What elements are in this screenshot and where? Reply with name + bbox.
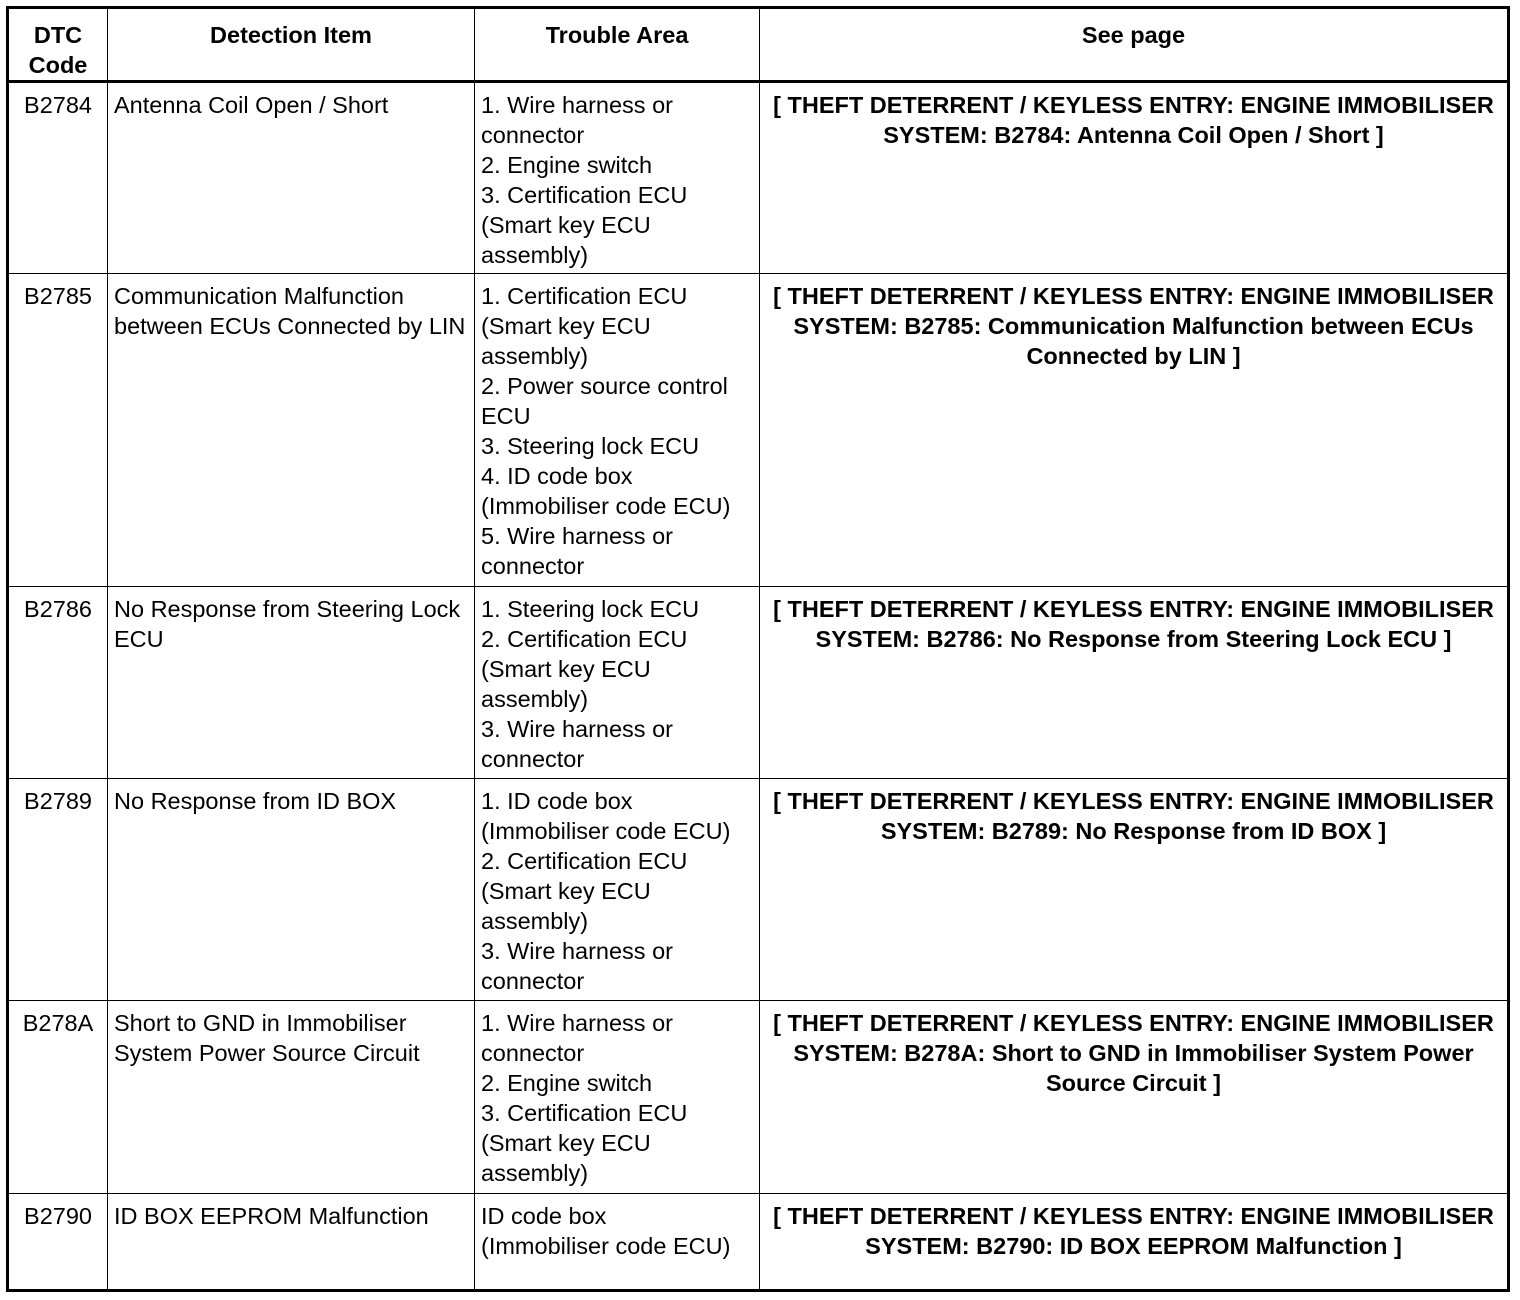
trouble-area-line: 4. ID code box bbox=[481, 463, 633, 489]
trouble-area-line: 1. Wire harness or bbox=[481, 92, 673, 118]
trouble-area-line: 3. Wire harness or bbox=[481, 938, 673, 964]
trouble-area-cell bbox=[475, 1194, 760, 1291]
trouble-area-line: 3. Certification ECU bbox=[481, 182, 688, 208]
trouble-area-line: connector bbox=[481, 1040, 585, 1066]
trouble-area-line: connector bbox=[481, 746, 585, 772]
see-page-cell bbox=[760, 1001, 1509, 1194]
table-row bbox=[8, 1194, 1509, 1291]
trouble-area-line: (Immobiliser code ECU) bbox=[481, 1233, 731, 1259]
trouble-area-line: assembly) bbox=[481, 908, 589, 934]
trouble-area-line: assembly) bbox=[481, 343, 589, 369]
detection-item-cell: Antenna Coil Open / Short bbox=[108, 82, 475, 274]
trouble-area-cell bbox=[475, 779, 760, 1001]
see-page-link[interactable]: [ THEFT DETERRENT / KEYLESS ENTRY: ENGINE IMMOBILISER SYSTEM: B2785: Communication Malfunction between ECUs Connected by LIN ] bbox=[773, 283, 1494, 369]
header-dtc-code bbox=[8, 8, 108, 82]
trouble-area-line: connector bbox=[481, 122, 585, 148]
trouble-area-line: (Smart key ECU bbox=[481, 878, 651, 904]
trouble-area-cell bbox=[475, 587, 760, 779]
header-dtc-code-line: DTC bbox=[33, 22, 83, 48]
table-row bbox=[8, 779, 1509, 1001]
trouble-area-line: 3. Certification ECU bbox=[481, 1100, 688, 1126]
table-row bbox=[8, 1001, 1509, 1194]
dtc-code-cell: B278A bbox=[8, 1001, 108, 1194]
trouble-area-cell bbox=[475, 82, 760, 274]
trouble-area-line: 5. Wire harness or bbox=[481, 523, 673, 549]
trouble-area-line: 1. Wire harness or bbox=[481, 1010, 673, 1036]
dtc-table bbox=[6, 6, 1510, 1292]
trouble-area-line: 1. Certification ECU bbox=[481, 283, 688, 309]
detection-item-cell: No Response from Steering Lock ECU bbox=[108, 587, 475, 779]
see-page-link[interactable]: [ THEFT DETERRENT / KEYLESS ENTRY: ENGINE IMMOBILISER SYSTEM: B278A: Short to GND in Immobiliser System Power Source Circuit ] bbox=[773, 1010, 1494, 1096]
detection-item-cell: Communication Malfunction between ECUs Connected by LIN bbox=[108, 274, 475, 587]
see-page-cell bbox=[760, 1194, 1509, 1291]
trouble-area-line: (Smart key ECU bbox=[481, 212, 651, 238]
table-row bbox=[8, 274, 1509, 587]
dtc-code-cell: B2784 bbox=[8, 82, 108, 274]
dtc-code-cell: B2786 bbox=[8, 587, 108, 779]
trouble-area-line: (Immobiliser code ECU) bbox=[481, 818, 731, 844]
trouble-area-line: (Smart key ECU bbox=[481, 1130, 651, 1156]
header-detection-item: Detection Item bbox=[108, 8, 475, 82]
trouble-area-line: 2. Power source control bbox=[481, 373, 728, 399]
trouble-area-line: (Immobiliser code ECU) bbox=[481, 493, 731, 519]
header-row bbox=[8, 8, 1509, 82]
trouble-area-line: (Smart key ECU bbox=[481, 313, 651, 339]
trouble-area-line: 3. Steering lock ECU bbox=[481, 433, 700, 459]
see-page-link[interactable]: [ THEFT DETERRENT / KEYLESS ENTRY: ENGINE IMMOBILISER SYSTEM: B2784: Antenna Coil Open / Short ] bbox=[773, 92, 1494, 148]
trouble-area-line: assembly) bbox=[481, 686, 589, 712]
trouble-area-line: 2. Engine switch bbox=[481, 152, 653, 178]
table-row bbox=[8, 587, 1509, 779]
trouble-area-cell bbox=[475, 1001, 760, 1194]
see-page-link[interactable]: [ THEFT DETERRENT / KEYLESS ENTRY: ENGINE IMMOBILISER SYSTEM: B2789: No Response from ID BOX ] bbox=[773, 788, 1494, 844]
trouble-area-line: (Smart key ECU bbox=[481, 656, 651, 682]
detection-item-cell: ID BOX EEPROM Malfunction bbox=[108, 1194, 475, 1291]
dtc-code-cell: B2790 bbox=[8, 1194, 108, 1291]
trouble-area-line: 2. Certification ECU bbox=[481, 626, 688, 652]
see-page-cell bbox=[760, 779, 1509, 1001]
dtc-code-cell: B2785 bbox=[8, 274, 108, 587]
table-header bbox=[8, 8, 1509, 82]
trouble-area-line: 2. Engine switch bbox=[481, 1070, 653, 1096]
trouble-area-line: 1. ID code box bbox=[481, 788, 633, 814]
trouble-area-line: 1. Steering lock ECU bbox=[481, 596, 700, 622]
see-page-cell bbox=[760, 82, 1509, 274]
table-row bbox=[8, 82, 1509, 274]
table-body bbox=[8, 82, 1509, 1291]
see-page-cell bbox=[760, 274, 1509, 587]
trouble-area-line: assembly) bbox=[481, 242, 589, 268]
trouble-area-line: 3. Wire harness or bbox=[481, 716, 673, 742]
detection-item-cell: No Response from ID BOX bbox=[108, 779, 475, 1001]
trouble-area-line: 2. Certification ECU bbox=[481, 848, 688, 874]
trouble-area-cell bbox=[475, 274, 760, 587]
header-see-page: See page bbox=[760, 8, 1509, 82]
see-page-link[interactable]: [ THEFT DETERRENT / KEYLESS ENTRY: ENGINE IMMOBILISER SYSTEM: B2790: ID BOX EEPROM Malfunction ] bbox=[773, 1203, 1494, 1259]
see-page-cell bbox=[760, 587, 1509, 779]
trouble-area-line: connector bbox=[481, 968, 585, 994]
detection-item-cell: Short to GND in Immobiliser System Power Source Circuit bbox=[108, 1001, 475, 1194]
trouble-area-line: connector bbox=[481, 553, 585, 579]
header-dtc-code-line: Code bbox=[28, 52, 88, 78]
trouble-area-line: ID code box bbox=[481, 1203, 607, 1229]
see-page-link[interactable]: [ THEFT DETERRENT / KEYLESS ENTRY: ENGINE IMMOBILISER SYSTEM: B2786: No Response from Steering Lock ECU ] bbox=[773, 596, 1494, 652]
trouble-area-line: assembly) bbox=[481, 1160, 589, 1186]
trouble-area-line: ECU bbox=[481, 403, 531, 429]
dtc-code-cell: B2789 bbox=[8, 779, 108, 1001]
header-trouble-area: Trouble Area bbox=[475, 8, 760, 82]
